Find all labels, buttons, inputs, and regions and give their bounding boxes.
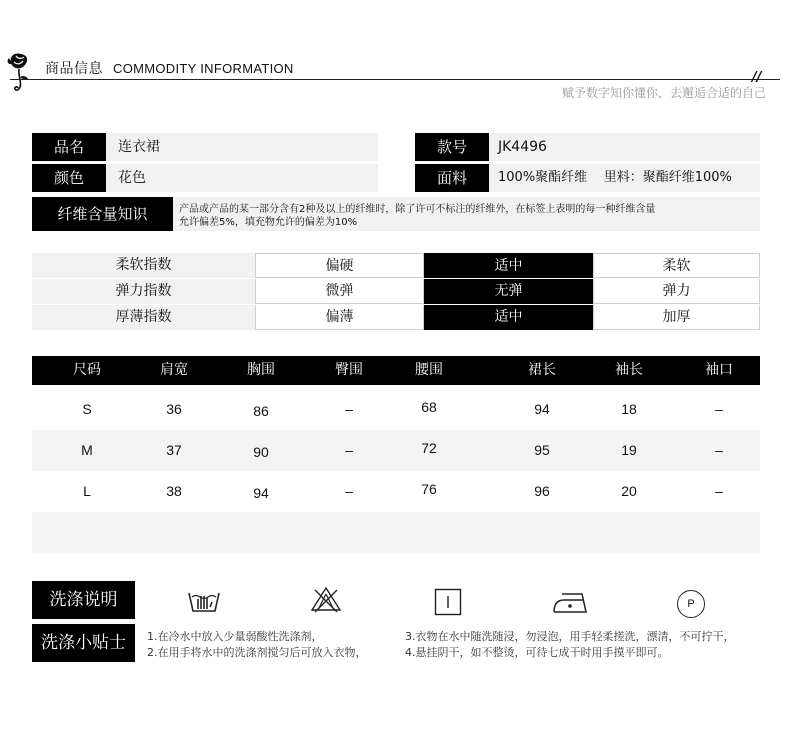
fiber-note [173,197,760,231]
size-value: 94 [253,485,269,501]
fabric-label: 面料 [415,164,489,192]
tip-4: 4.悬挂阴干，如不整烫，可待七成干时用手摸平即可。 [405,646,669,659]
tip-1: 1.在冷水中放入少量弱酸性洗涤剂， [147,630,323,643]
index-name: 弹力指数 [32,279,255,304]
wash-tips-label: 洗涤小贴士 [32,624,135,662]
fiber-label: 纤维含量知识 [32,197,173,231]
index-option: 柔软 [593,253,760,278]
size-value: – [715,442,723,458]
tumble-dry-icon [434,588,462,616]
size-value: – [345,442,353,458]
name-value: 连衣裙 [106,133,378,161]
size-value: 90 [253,444,269,460]
slogan: 赋予数字知你懂你，去邂逅合适的自己 [561,86,766,100]
index-name: 厚薄指数 [32,305,255,330]
dry-clean-p-icon [677,590,705,618]
wash-tips-right [405,629,735,661]
index-option: 偏薄 [255,305,424,330]
size-header-cell: 袖长 [615,362,643,378]
size-value: 94 [534,401,550,417]
size-label: L [83,483,91,499]
size-header-cell: 臀围 [335,362,363,378]
size-label: M [81,442,93,458]
fiber-note-line-2: 允许偏差5%，填充物允许的偏差为10% [179,217,358,228]
no-bleach-icon [310,585,342,613]
header-divider [10,79,780,80]
color-value: 花色 [106,164,378,192]
index-option: 微弹 [255,279,424,304]
wash-tips-left [147,629,367,661]
index-row [32,253,760,278]
size-row [32,389,760,430]
double-slash-decoration: // [752,70,762,85]
size-table-empty-row [32,512,760,553]
color-label: 颜色 [32,164,106,192]
model-label: 款号 [415,133,489,161]
index-name: 柔软指数 [32,253,255,278]
size-value: 95 [534,442,550,458]
model-value: JK4496 [489,133,760,161]
size-value: 86 [253,403,269,419]
size-row [32,430,760,471]
size-value: 18 [621,401,637,417]
tip-2: 2.在用手将水中的洗涤剂搅匀后可放入衣物， [147,646,367,659]
size-value: 19 [621,442,637,458]
size-table-header [32,356,760,385]
index-option: 偏硬 [255,253,424,278]
index-option-selected: 适中 [424,253,593,278]
hand-wash-icon [186,585,222,615]
size-value: – [715,483,723,499]
size-header-cell: 裙长 [528,362,556,378]
size-value: 37 [166,442,182,458]
index-option-selected: 适中 [424,305,593,330]
size-row [32,471,760,512]
fiber-note-line-1: 产品或产品的某一部分含有2种及以上的纤维时，除了许可不标注的纤维外，在标签上表明的每一种纤维含量 [179,204,656,215]
section-title-en: COMMODITY INFORMATION [113,61,294,76]
size-header-cell: 尺码 [73,362,101,378]
name-label: 品名 [32,133,106,161]
size-header-cell: 肩宽 [160,362,188,378]
fabric-value: 100%聚酯纤维 里料：聚酯纤维100% [489,164,760,192]
size-header-cell: 腰围 [415,362,443,378]
tip-3: 3.衣物在水中随洗随浸，勿浸泡，用手轻柔搓洗，漂清，不可拧干， [405,630,735,643]
size-label: S [82,401,92,417]
size-value: 36 [166,401,182,417]
size-value: 72 [421,440,437,456]
size-value: 76 [421,481,437,497]
wash-instructions-label: 洗涤说明 [32,581,135,619]
size-value: 68 [421,399,437,415]
index-row [32,305,760,330]
index-row [32,279,760,304]
size-header-cell: 胸围 [247,362,275,378]
rose-logo-icon [6,50,36,92]
index-option-selected: 无弹 [424,279,593,304]
size-value: – [345,401,353,417]
index-option: 加厚 [593,305,760,330]
low-iron-icon [552,590,588,614]
dry-clean-letter: P [687,598,695,610]
size-value: 20 [621,483,637,499]
size-value: 96 [534,483,550,499]
size-value: – [345,483,353,499]
size-value: – [715,401,723,417]
section-title [45,58,294,78]
size-value: 38 [166,483,182,499]
index-option: 弹力 [593,279,760,304]
size-header-cell: 袖口 [705,362,733,378]
section-title-cn: 商品信息 [45,61,103,77]
